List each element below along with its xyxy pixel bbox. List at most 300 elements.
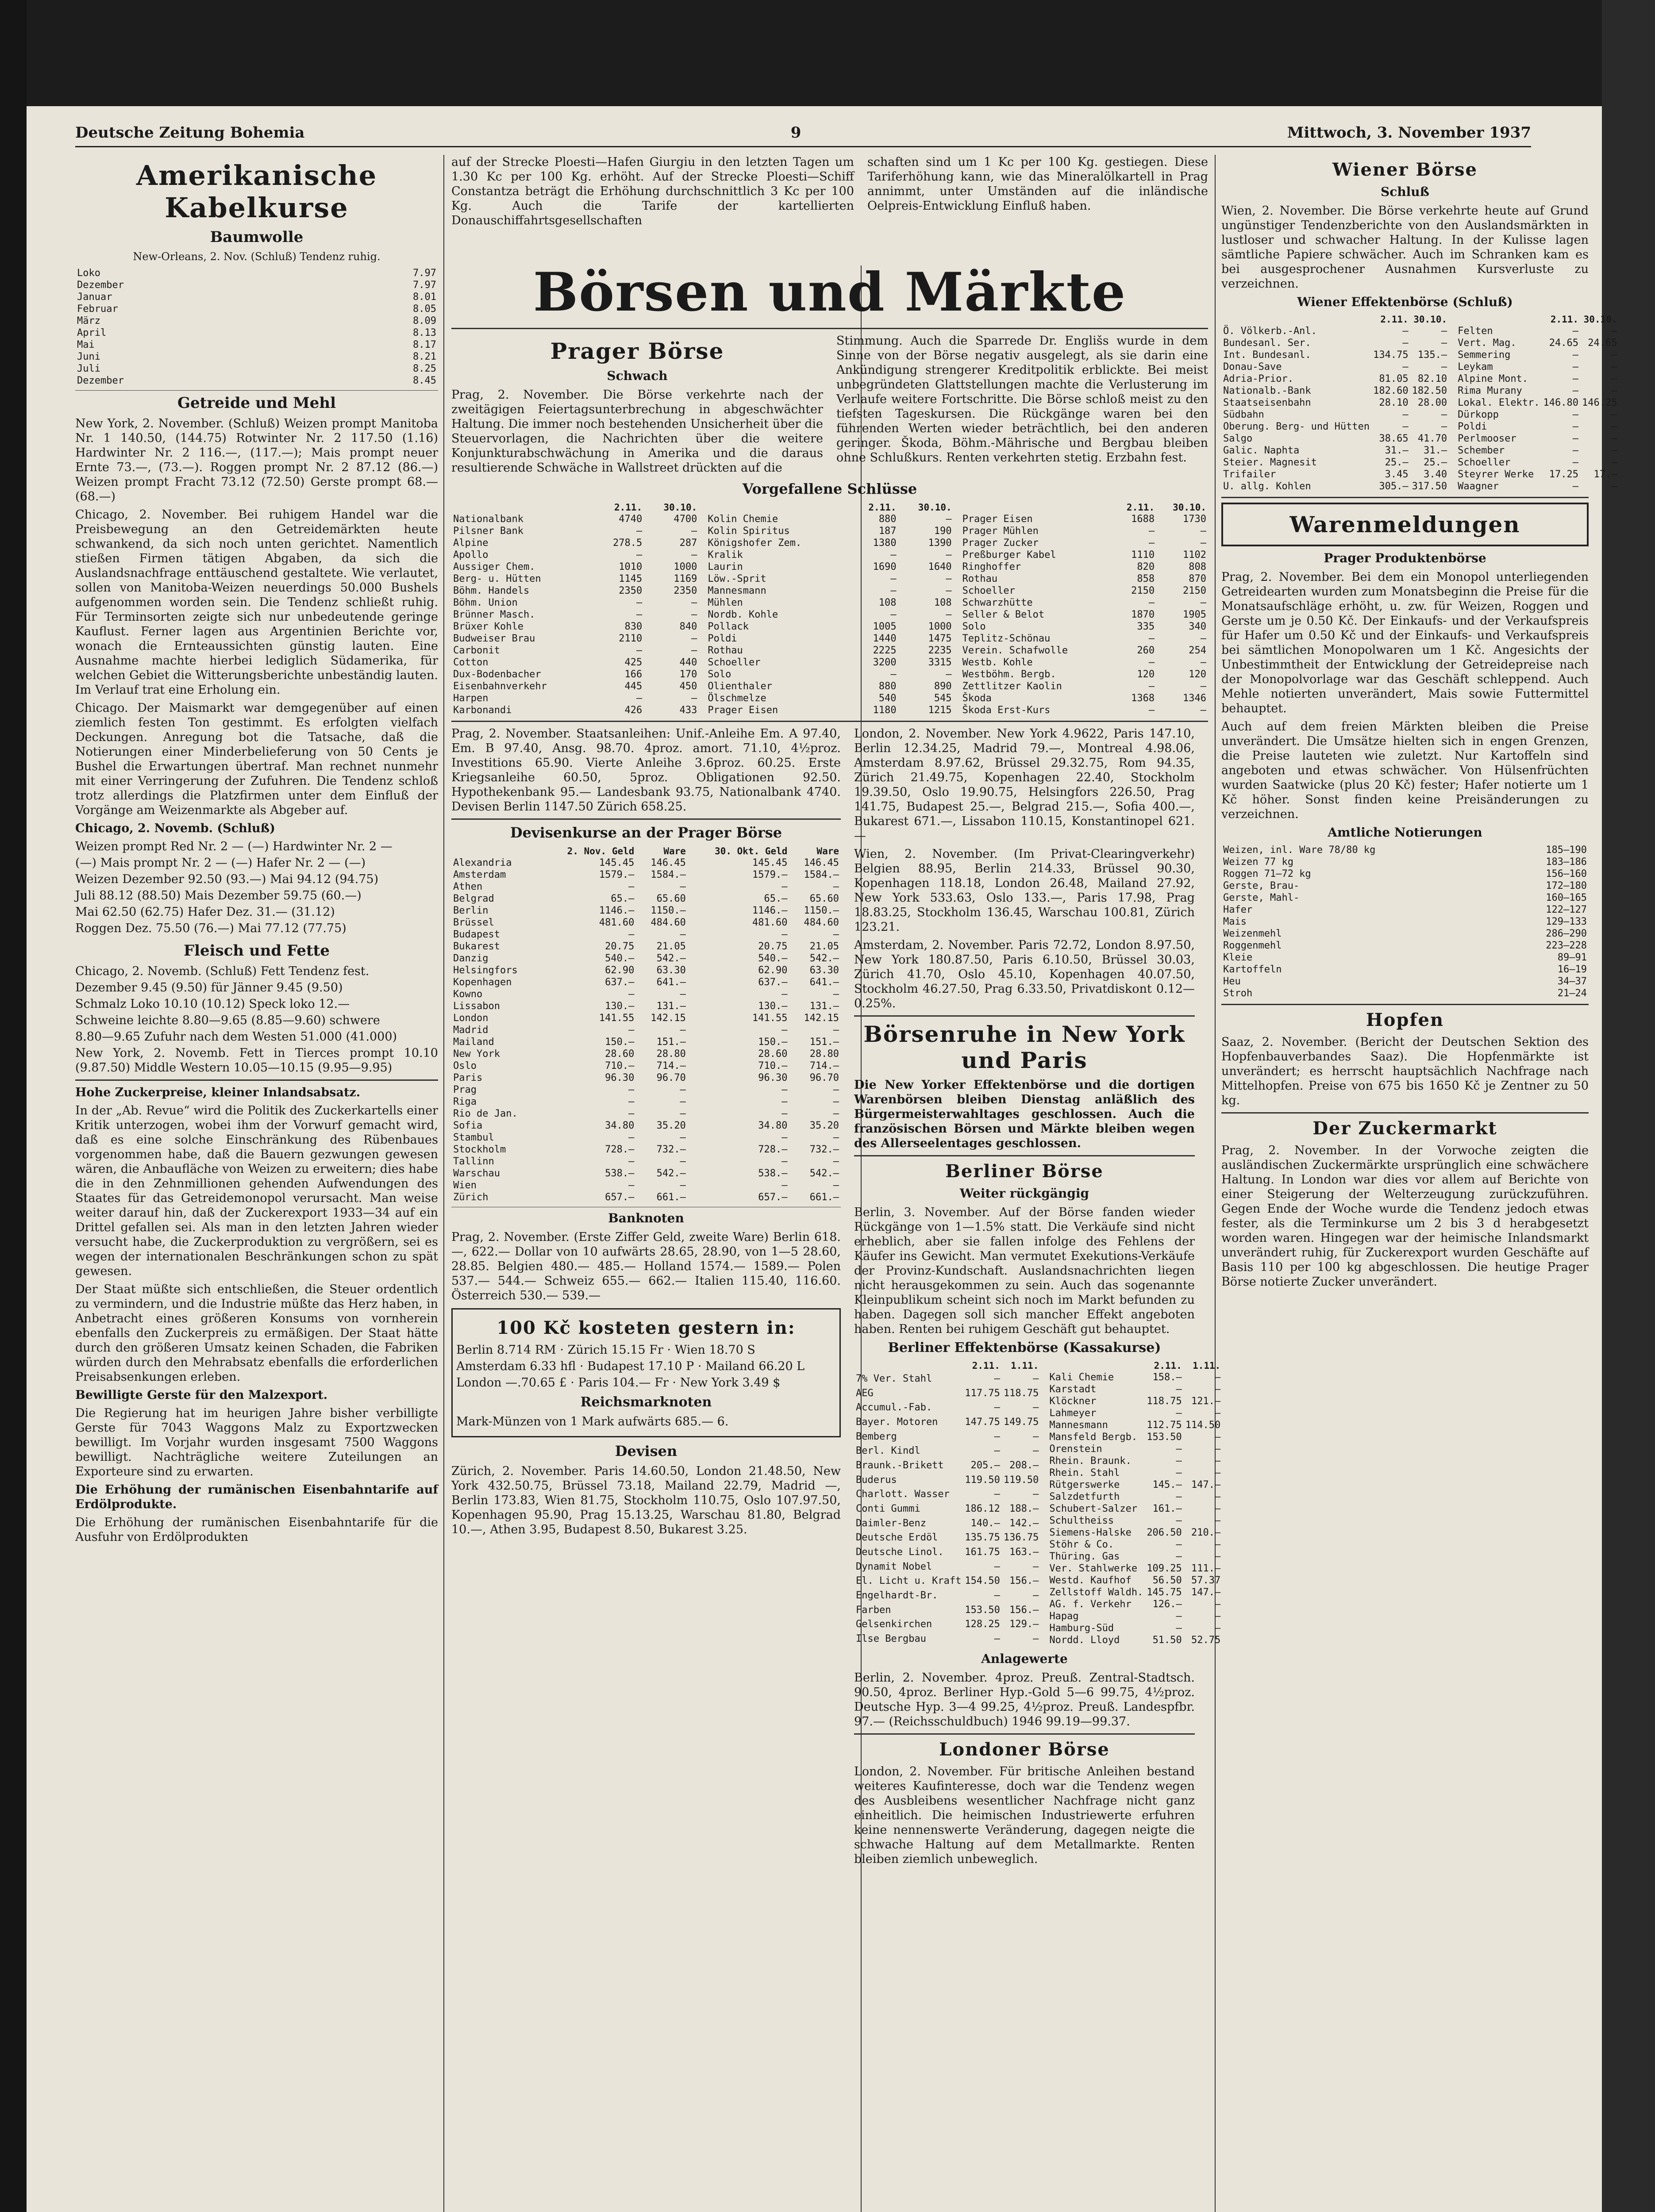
stock-row <box>451 549 699 561</box>
row-label: Westb. Kohle <box>962 657 1033 668</box>
row-label: Berlin <box>453 905 489 916</box>
sugar-article-2: Der Staat müßte sich entschließen, die Steuer ordentlich zu vermindern, und die Industrie müßte das Herz haben, in Anbetracht eines größeren Konsums von vornherein ebenfalls den Zuckerpreis zu ermäßigen. Der Staat hätte durch den größeren Umsatz keinen Schaden, die Fabriken würden durch den Mehrabsatz ebenfalls die erforderlichen Preisabsenkungen erleben. <box>75 1283 438 1384</box>
row-label: Böhm. Union <box>453 597 518 608</box>
row-label: Farben <box>856 1604 891 1616</box>
row-value: 714.— <box>809 1060 839 1071</box>
row-label: Böhm. Handels <box>453 585 530 596</box>
row-value: 1146.— <box>599 905 635 916</box>
row-label: Riga <box>453 1096 477 1107</box>
londoner-title: Londoner Börse <box>939 1739 1110 1760</box>
row-label: Brünner Masch. <box>453 609 535 620</box>
row-value: 305.— <box>1379 481 1409 492</box>
stock-row <box>451 668 699 680</box>
divider <box>451 721 1208 722</box>
issue-date: Mittwoch, 3. November 1937 <box>1287 124 1531 142</box>
stock-row <box>1047 1610 1222 1622</box>
row-value: — <box>946 669 952 680</box>
row-value: 425 <box>624 657 643 668</box>
row-value: 2150 <box>1131 585 1155 596</box>
row-label: Steyrer Werke <box>1458 469 1534 480</box>
row-value: — <box>994 1402 1000 1413</box>
row-value: — <box>1441 361 1447 373</box>
stock-row <box>1221 349 1449 361</box>
stock-row <box>451 680 699 692</box>
row-label: Solo <box>962 621 986 632</box>
col2-top <box>451 155 854 257</box>
row-value: 187 <box>878 526 897 537</box>
row-value: — <box>994 1561 1000 1572</box>
waren-subtitle: Prager Produktenbörse <box>1324 551 1486 565</box>
stock-row <box>1221 480 1449 492</box>
row-value: 21.05 <box>656 941 686 952</box>
row-value: — <box>1176 1467 1182 1479</box>
stock-row <box>854 1559 1040 1574</box>
barley-article: Die Regierung hat im heurigen Jahre bisher verbilligte Gerste für 7043 Waggons Malz zu Exportzwecken bewilligt. Im Vorjahr wurden insgesamt 7500 Waggons bewilligt. Nachträgliche weitere Zuteilungen an Exporteure sind zu erwarten. <box>75 1406 438 1479</box>
row-value: — <box>781 1108 788 1119</box>
stock-row <box>854 1429 1040 1444</box>
meat-quote-line: Dezember 9.45 (9.50) für Jänner 9.45 (9.50) <box>75 981 343 995</box>
commodity-row <box>1221 916 1589 928</box>
row-value: — <box>1572 433 1579 444</box>
row-value: 24.65 <box>1588 338 1617 349</box>
currency-row <box>451 1072 841 1084</box>
row-label: Staatseisenbahn <box>1223 397 1311 408</box>
stock-row <box>706 657 953 668</box>
row-value: 57.37 <box>1191 1575 1221 1586</box>
currency-row <box>451 1000 841 1012</box>
exchange-box <box>451 1308 841 1437</box>
main-headline: Börsen und Märkte <box>533 261 1127 323</box>
stock-row <box>1221 457 1449 469</box>
row-value: — <box>636 609 643 620</box>
row-label: Ringhoffer <box>962 561 1021 572</box>
column-header: 2.11. <box>972 1360 1000 1371</box>
stock-row <box>1221 433 1449 445</box>
wien-subtitle: Schluß <box>1381 184 1429 199</box>
row-label: New York <box>453 1048 500 1060</box>
currency-row <box>451 1096 841 1108</box>
row-value: — <box>1611 433 1617 444</box>
stock-row <box>451 657 699 668</box>
row-value: 540.— <box>758 953 788 964</box>
row-value: 126.— <box>1152 1599 1182 1610</box>
row-value: 182.50 <box>1412 385 1447 396</box>
wien-eff-tables <box>1221 314 1617 492</box>
commodity-row <box>1221 856 1589 868</box>
row-label: Salzdetfurth <box>1049 1491 1120 1502</box>
row-value: — <box>890 585 897 596</box>
row-value: — <box>1611 409 1617 420</box>
row-value: 1440 <box>873 633 897 644</box>
meat-quote-line: Chicago, 2. Novemb. (Schluß) Fett Tendenz fest. <box>75 964 369 978</box>
row-value: — <box>781 1156 788 1167</box>
column-rule <box>1215 155 1216 2212</box>
closes-table-b <box>706 502 953 716</box>
row-value: 1150.— <box>804 905 839 916</box>
stock-row <box>854 1386 1040 1401</box>
row-value: — <box>1402 361 1409 373</box>
currency-row <box>451 1144 841 1156</box>
stock-row <box>961 513 1208 525</box>
row-value: 540 <box>878 693 897 704</box>
row-value: 96.30 <box>758 1072 788 1083</box>
chicago-quote-line: Juli 88.12 (88.50) Mais Dezember 59.75 (60.—) <box>75 889 362 902</box>
row-value: 17.— <box>1593 469 1617 480</box>
row-value: — <box>628 1025 635 1036</box>
row-label: Weizen 77 kg <box>1223 856 1293 868</box>
divider <box>1221 1112 1589 1114</box>
row-value: — <box>1611 385 1617 396</box>
row-value: 205.— <box>970 1459 1000 1471</box>
row-value: 1000 <box>674 561 697 572</box>
chicago-quote-line: (—) Mais prompt Nr. 2 — (—) Hafer Nr. 2 — (—) <box>75 856 366 870</box>
closes-title: Vorgefallene Schlüsse <box>742 480 917 497</box>
stock-row <box>1456 480 1619 492</box>
row-value: 2350 <box>619 585 643 596</box>
row-label: Nordb. Kohle <box>708 609 778 620</box>
row-value: 161.75 <box>965 1546 1000 1558</box>
row-label: Accumul.-Fab. <box>856 1402 932 1413</box>
stock-row <box>854 1415 1040 1429</box>
row-label: Hapag <box>1049 1611 1079 1622</box>
row-value: — <box>1200 597 1206 608</box>
commodity-row <box>1221 987 1589 999</box>
column-1 <box>75 155 438 2212</box>
prague-title: Prager Börse <box>550 338 724 364</box>
row-label: Zettlitzer Kaolin <box>962 681 1062 692</box>
stock-row <box>854 1632 1040 1646</box>
row-value: — <box>1176 1539 1182 1550</box>
row-value: 151.— <box>656 1037 686 1048</box>
row-value: — <box>628 1096 635 1107</box>
wien-text: Wien, 2. November. Die Börse verkehrte heute auf Grund ungünstiger Tendenzberichte von den Auslandsmärkten in lustloser und schwacher Haltung. In der Kulisse lagen sämtliche Papiere schwächer. Auch im Schranken kam es bei ausgesprochener Ausnahmen Kursverluste zu verzeichnen. <box>1221 204 1589 291</box>
row-value: — <box>1148 538 1155 549</box>
row-value: — <box>1572 421 1579 432</box>
stock-row <box>451 537 699 549</box>
row-value: — <box>680 1096 686 1107</box>
londoner-text: London, 2. November. Für britische Anleihen bestand weiteres Kaufinteresse, doch war die Tendenz wegen des Ausbleibens wesentlicher Nachfrage nicht ganz einheitlich. Die heimischen Industriewerte erfuhren keine nennenswerte Veränderung, dagegen neigte die schwache Haltung auf dem Metallmarkte. Renten bleiben ziemlich unbeweglich. <box>854 1765 1195 1866</box>
row-value: 163.— <box>1009 1546 1039 1558</box>
stock-row <box>854 1502 1040 1516</box>
row-value: 141.55 <box>752 1013 788 1024</box>
cotton-row <box>75 267 438 279</box>
row-value: 1000 <box>928 621 952 632</box>
row-label: Rhein. Braunk. <box>1049 1455 1132 1467</box>
row-value: 8.21 <box>413 351 436 362</box>
table-header <box>706 502 953 513</box>
row-value: 145.— <box>1152 1479 1182 1490</box>
row-value: 134.75 <box>1373 349 1409 361</box>
wien-eff-table-a <box>1221 314 1449 492</box>
row-value: — <box>636 549 643 561</box>
column-header <box>706 502 851 513</box>
row-value: 1005 <box>873 621 897 632</box>
row-value: 128.25 <box>965 1619 1000 1630</box>
column-header: 30.10. <box>1413 314 1447 325</box>
row-value: — <box>1611 421 1617 432</box>
row-value: — <box>1215 1455 1221 1467</box>
row-value: — <box>890 609 897 620</box>
row-label: London <box>453 1013 489 1024</box>
row-value: — <box>1215 1372 1221 1383</box>
row-value: 542.— <box>809 1168 839 1179</box>
cotton-subtitle: New-Orleans, 2. Nov. (Schluß) Tendenz ruhig. <box>133 250 381 263</box>
grain-report-chicago: Chicago, 2. November. Bei ruhigem Handel war die Preisbewegung an den Getreidemärkten heute schwankend, da sich noch unten gerichtet. Namentlich stießen Firmen tätigen Abgaben, da sich die Auslandsnachfrage enttäuschend gestaltete. Wie verlautet, sollen von Manitoba-Weizen neuerdings 50.000 Bushels aufgenommen worden sein. Die Tendenz schließt ruhig. Für Terminsorten zeigte sich nur unbedeutende geringe Kauflust. Ferner lagen aus Argentinien Berichte vor, wonach die Ernteaussichten günstig lauten. Eine Ausnahme machte hierbei lediglich Südamerika, für welchen Gebiet die Witterungsberichte unbeständig lauten. Im Verlauf trat eine Erholung ein. <box>75 508 438 697</box>
row-value: 1640 <box>928 561 952 572</box>
stock-row <box>854 1545 1040 1559</box>
chicago-table-head: Chicago, 2. Novemb. (Schluß) <box>75 822 275 835</box>
stock-row <box>961 657 1208 668</box>
stock-row <box>451 692 699 704</box>
hopfen-text: Saaz, 2. November. (Bericht der Deutschen Sektion des Hopfenbauverbandes Saaz). Die Hopfenmärkte ist unverändert; es herrscht hauptsächlich Nachfrage nach Mittelhopfen. Preise von 675 bis 1650 Kč je Zentner zu 50 kg. <box>1221 1035 1589 1107</box>
row-value: — <box>1572 361 1579 373</box>
row-label: Loko <box>77 268 100 279</box>
row-label: Stockholm <box>453 1144 506 1155</box>
row-label: Weizenmehl <box>1223 928 1282 939</box>
running-head <box>75 119 1531 147</box>
stock-row <box>451 561 699 573</box>
row-value: 114.50 <box>1185 1420 1221 1431</box>
row-value: 28.80 <box>809 1048 839 1060</box>
row-value: 158.— <box>1152 1372 1182 1383</box>
stock-row <box>1456 337 1619 349</box>
row-label: Karstadt <box>1049 1384 1097 1395</box>
row-value: — <box>691 633 697 644</box>
column-header <box>961 502 1112 513</box>
row-value: 3.40 <box>1424 469 1447 480</box>
row-label: Deutsche Erdöl <box>856 1532 938 1544</box>
currency-row <box>451 1167 841 1179</box>
stock-row <box>1047 1634 1222 1646</box>
row-value: 2150 <box>1183 585 1206 596</box>
row-label: Deutsche Linol. <box>856 1546 944 1558</box>
row-value: 183—186 <box>1546 856 1587 868</box>
row-value: 8.25 <box>413 363 436 374</box>
stock-row <box>961 621 1208 633</box>
row-label: Schember <box>1458 445 1505 456</box>
row-value: 108 <box>934 597 952 608</box>
stock-row <box>961 561 1208 573</box>
stock-row <box>1047 1539 1222 1551</box>
row-value: 661.— <box>809 1192 839 1203</box>
row-value: 96.70 <box>809 1072 839 1083</box>
berlin-subtitle: Weiter rückgängig <box>959 1186 1089 1201</box>
closes-tables <box>451 502 1208 716</box>
calm-text: Die New Yorker Effektenbörse und die dortigen Warenbörsen bleiben Dienstag anläßlich des Bürgermeisterwahltages geschlossen. Auch die französischen Börsen und Märkte bleiben wegen des Allerseelentages geschlossen. <box>854 1078 1195 1150</box>
row-label: Lahmeyer <box>1049 1408 1097 1419</box>
waren-text-1: Prag, 2. November. Bei dem ein Monopol unterliegenden Getreidearten wurden zum Monatsbeginn die Preise für die Monatsaufschläge erhöht, u. zw. für Weizen, Roggen und Gerste um je 0.50 Kč. Der Einkaufs- und der Verkaufspreis für Hafer um 0.50 Kč und der Einkaufs- und Verkaufspreis bei sämtlichen Monopolwaren um 1 Kč. Angesichts der Unbestimmtheit der Entwicklung der Getreidepreise nach der Monopolvorlage war das Geschäft schleppend. Auch Mehle notierten unverändert, Mais sowie Futtermittel behauptet. <box>1221 570 1589 715</box>
stock-row <box>854 1574 1040 1588</box>
row-label: Ilse Bergbau <box>856 1633 926 1645</box>
row-value: — <box>1402 409 1409 420</box>
stock-row <box>1047 1407 1222 1419</box>
row-value: — <box>691 526 697 537</box>
row-value: — <box>1176 1515 1182 1526</box>
row-value: — <box>691 609 697 620</box>
row-value: 140.— <box>970 1517 1000 1529</box>
row-value: 117.75 <box>965 1387 1000 1399</box>
column-header: 2.11. <box>1550 314 1579 325</box>
row-label: Dux-Bodenbacher <box>453 669 541 680</box>
cotton-row <box>75 375 438 387</box>
row-value: — <box>833 881 839 892</box>
row-value: 96.30 <box>605 1072 635 1083</box>
row-value: — <box>781 1180 788 1191</box>
row-value: — <box>680 1108 686 1119</box>
stock-row <box>1456 421 1619 433</box>
row-label: Škoda <box>962 693 992 704</box>
row-value: 1584.— <box>650 869 686 880</box>
row-value: — <box>1402 421 1409 432</box>
stock-row <box>451 525 699 537</box>
row-label: Cotton <box>453 657 489 668</box>
notes-title: Amtliche Notierungen <box>1328 825 1482 840</box>
row-value: — <box>833 1108 839 1119</box>
stock-row <box>1221 337 1449 349</box>
row-value: — <box>1148 526 1155 537</box>
row-value: 38.65 <box>1379 433 1409 444</box>
row-value: — <box>833 1096 839 1107</box>
cotton-row <box>75 363 438 375</box>
grain-report-maize: Chicago. Der Maismarkt war demgegenüber auf einen ziemlich festen Ton gestimmt. Es erfolgten vielfach Deckungen. Anregung bot die Tatsache, daß die Notierungen einer Minderbelieferung von 50 Cents je Bushel die Erwartungen übertraf. Man rechnet nunmehr mit einer Verringerung der Zufuhren. Die Tendenz schloß trotz allerdings die Platzfirmen unter dem Einfluß der Vorgänge am Weizenmarkte als Abgeber auf. <box>75 701 438 817</box>
row-label: Tallinn <box>453 1156 494 1167</box>
stock-row <box>1221 397 1449 409</box>
row-label: Nationalbank <box>453 514 523 525</box>
row-value: 28.60 <box>758 1048 788 1060</box>
row-label: Mansfeld Bergb. <box>1049 1432 1138 1443</box>
row-label: Leykam <box>1458 361 1493 373</box>
stock-row <box>706 609 953 621</box>
row-label: Mannesmann <box>708 585 766 596</box>
stock-row <box>1456 361 1619 373</box>
row-label: Südbahn <box>1223 409 1264 420</box>
commodity-row <box>1221 868 1589 880</box>
stock-row <box>1221 469 1449 480</box>
row-value: — <box>1441 326 1447 337</box>
row-label: Stöhr & Co. <box>1049 1539 1114 1550</box>
row-value: 1215 <box>928 705 952 716</box>
row-label: Braunk.-Brikett <box>856 1459 944 1471</box>
row-value: 118.75 <box>1003 1387 1039 1399</box>
row-label: Karbonandi <box>453 705 512 716</box>
column-header: 2.11. <box>1154 1360 1182 1371</box>
row-value: 186.12 <box>965 1503 1000 1514</box>
row-label: Kralik <box>708 549 743 561</box>
chicago-quotes <box>75 839 438 936</box>
table-header <box>451 845 841 857</box>
row-value: — <box>1176 1551 1182 1562</box>
row-label: Schoeller <box>1458 457 1511 468</box>
row-value: — <box>994 1373 1000 1384</box>
zucker-title: Der Zuckermarkt <box>1312 1118 1497 1139</box>
column-header <box>854 1360 963 1371</box>
row-label: Dezember <box>77 375 124 386</box>
row-value: 149.75 <box>1003 1416 1039 1428</box>
row-value: 7.97 <box>413 280 436 291</box>
row-label: Waagner <box>1458 481 1499 492</box>
stock-row <box>961 609 1208 621</box>
row-value: 166 <box>624 669 643 680</box>
row-label: Ö. Völkerb.-Anl. <box>1223 326 1317 337</box>
stock-row <box>706 645 953 657</box>
row-label: Lissabon <box>453 1001 500 1012</box>
row-label: Engelhardt-Br. <box>856 1590 938 1601</box>
row-value: 714.— <box>656 1060 686 1071</box>
row-value: 870 <box>1189 573 1206 584</box>
row-value: — <box>994 1633 1000 1645</box>
divider <box>854 1733 1195 1735</box>
row-value: 641.— <box>809 977 839 988</box>
row-value: — <box>1215 1539 1221 1550</box>
row-value: — <box>1215 1384 1221 1395</box>
row-value: 51.50 <box>1152 1635 1182 1646</box>
stock-row <box>706 561 953 573</box>
stock-row <box>961 704 1208 716</box>
scan-left-edge <box>0 0 27 2212</box>
stock-row <box>854 1444 1040 1458</box>
currency-row <box>451 881 841 893</box>
row-value: 4700 <box>674 514 697 525</box>
row-value: 142.— <box>1009 1517 1039 1529</box>
stock-row <box>706 585 953 597</box>
row-label: Prag <box>453 1084 477 1095</box>
row-value: 340 <box>1189 621 1206 632</box>
lower-two-columns <box>451 726 1221 1870</box>
stock-row <box>1221 445 1449 457</box>
stock-row <box>706 704 953 716</box>
row-label: Belgrad <box>453 893 494 904</box>
row-value: — <box>680 1180 686 1191</box>
row-value: 484.60 <box>804 917 839 928</box>
row-value: 147.— <box>1191 1479 1221 1490</box>
row-value: 657.— <box>605 1192 635 1203</box>
divider <box>451 328 1208 329</box>
row-value: 210.— <box>1191 1527 1221 1538</box>
stock-row <box>854 1487 1040 1502</box>
row-value: 1870 <box>1131 609 1155 620</box>
grain-report-newyork: New York, 2. November. (Schluß) Weizen prompt Manitoba Nr. 1 140.50, (144.75) Rotwinter Nr. 2 117.50 (1.16) Hardwinter Nr. 2 116.—, (117.—); Mais prompt neuer Ernte 73.—, (73.—). Roggen prompt Nr. 2 87.12 (86.—) Weizen prompt Fracht 73.12 (72.50) Gerste prompt 68.— (68.—) <box>75 417 438 503</box>
row-value: — <box>833 1180 839 1191</box>
stock-row <box>854 1588 1040 1603</box>
row-value: — <box>628 1108 635 1119</box>
row-label: Roggen 71—72 kg <box>1223 868 1311 879</box>
oil-headline: Die Erhöhung der rumänischen Eisenbahntarife auf Erdölprodukte. <box>75 1483 438 1511</box>
stock-row <box>1047 1551 1222 1563</box>
row-label: Gerste, Brau- <box>1223 880 1300 891</box>
row-value: 130.— <box>758 1001 788 1012</box>
stock-row <box>1047 1491 1222 1503</box>
row-label: Stroh <box>1223 988 1253 999</box>
row-value: 120 <box>1189 669 1206 680</box>
row-label: Olienthaler <box>708 681 773 692</box>
row-label: Budweiser Brau <box>453 633 535 644</box>
stock-row <box>1456 385 1619 397</box>
row-label: Amsterdam <box>453 869 506 880</box>
row-value: 111.— <box>1191 1563 1221 1574</box>
row-value: — <box>946 609 952 620</box>
chicago-quote-line: Weizen Dezember 92.50 (93.—) Mai 94.12 (94.75) <box>75 872 379 886</box>
stock-row <box>961 549 1208 561</box>
newspaper-page <box>27 106 1617 2212</box>
row-label: Pilsner Bank <box>453 526 523 537</box>
stock-row <box>1221 421 1449 433</box>
row-value: 657.— <box>758 1192 788 1203</box>
stock-row <box>854 1371 1040 1386</box>
row-value: — <box>636 526 643 537</box>
row-value: — <box>781 1084 788 1095</box>
cotton-row <box>75 315 438 327</box>
row-value: — <box>1176 1384 1182 1395</box>
